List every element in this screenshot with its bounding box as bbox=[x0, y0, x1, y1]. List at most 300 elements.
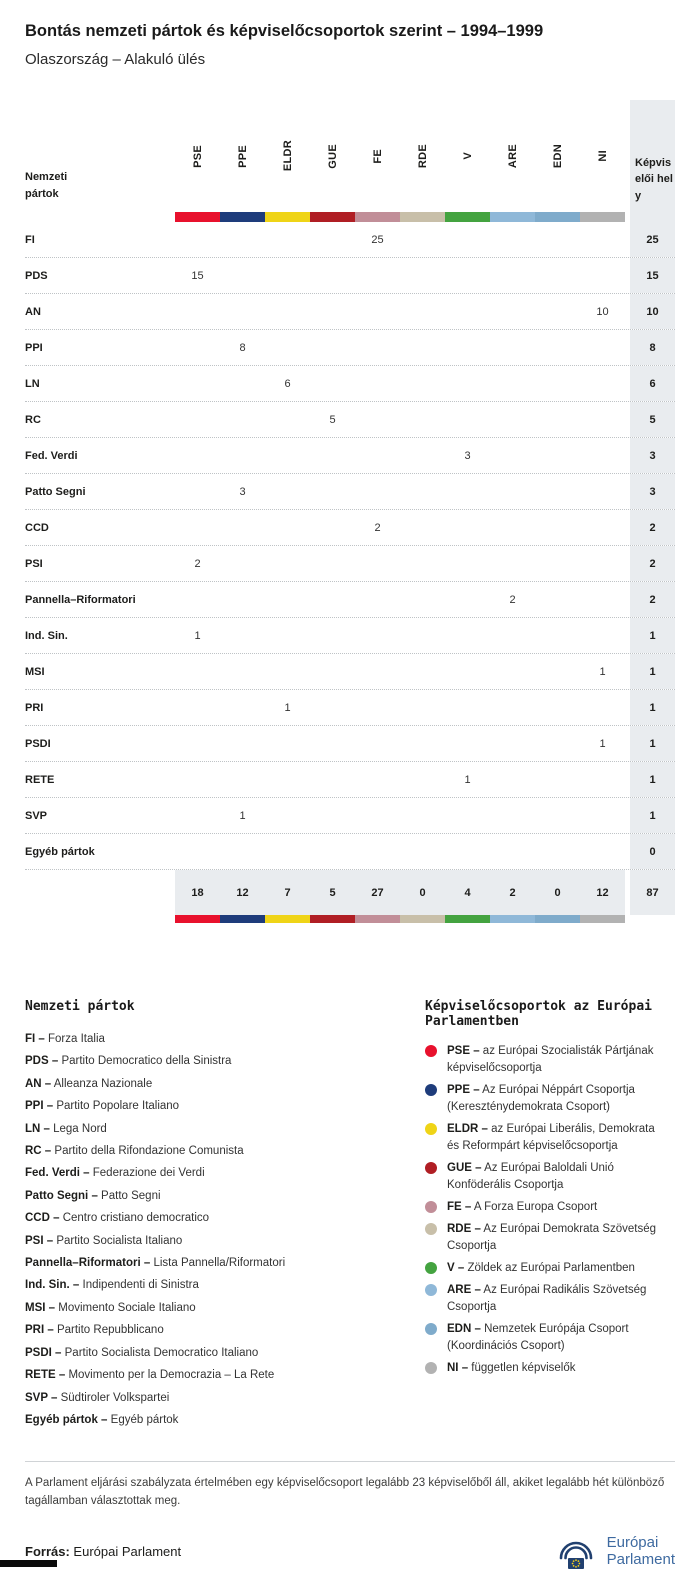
party-name: Fed. Verdi bbox=[25, 449, 78, 462]
value-cell bbox=[580, 366, 625, 401]
value-cell bbox=[400, 438, 445, 473]
table-header-row bbox=[25, 100, 675, 212]
column-total: 12 bbox=[220, 870, 265, 915]
value-cell bbox=[355, 798, 400, 833]
value-cell bbox=[265, 258, 310, 293]
value-cell bbox=[490, 222, 535, 257]
legend-group-text: NI – független képviselők bbox=[447, 1362, 576, 1374]
row-total: 1 bbox=[630, 690, 675, 725]
column-header-ELDR bbox=[265, 100, 310, 212]
row-total: 1 bbox=[630, 726, 675, 761]
legend-party-item: Pannella–Riformatori – Lista Pannella/Riformatori bbox=[25, 1257, 286, 1270]
value-cell bbox=[400, 834, 445, 869]
value-cell bbox=[400, 726, 445, 761]
value-cell bbox=[490, 258, 535, 293]
value-cell bbox=[490, 834, 535, 869]
row-total: 10 bbox=[630, 294, 675, 329]
value-cell bbox=[490, 438, 535, 473]
legend-party-item: Ind. Sin. – Indipendenti di Sinistra bbox=[25, 1279, 199, 1292]
group-abbr: PSE – bbox=[447, 1045, 480, 1057]
value-cell bbox=[175, 798, 220, 833]
column-total: 4 bbox=[445, 870, 490, 915]
group-abbr: NI – bbox=[447, 1362, 469, 1374]
row-total: 6 bbox=[630, 366, 675, 401]
legend-party-item: RETE – Movimento per la Democrazia – La Rete bbox=[25, 1369, 275, 1382]
value-cell bbox=[400, 366, 445, 401]
value-cell bbox=[445, 834, 490, 869]
value-cell bbox=[490, 546, 535, 581]
value-cell bbox=[580, 474, 625, 509]
value-cell bbox=[265, 762, 310, 797]
group-color-bar-NI bbox=[580, 915, 625, 923]
column-total: 18 bbox=[175, 870, 220, 915]
group-abbr: PPE – bbox=[447, 1084, 480, 1096]
party-abbr: PRI – bbox=[25, 1324, 54, 1337]
value-cell bbox=[265, 798, 310, 833]
value-cell bbox=[535, 654, 580, 689]
value-cell bbox=[310, 690, 355, 725]
column-header-label: PPE bbox=[236, 144, 249, 168]
value-cell bbox=[445, 798, 490, 833]
row-total: 2 bbox=[630, 546, 675, 581]
value-cell bbox=[265, 474, 310, 509]
group-color-bar-ARE bbox=[490, 915, 535, 923]
table-corner bbox=[25, 100, 175, 212]
party-name: Pannella–Riformatori bbox=[25, 593, 136, 606]
table-row bbox=[25, 654, 675, 690]
legend-party-item: PSI – Partito Socialista Italiano bbox=[25, 1234, 183, 1247]
value-cell bbox=[535, 690, 580, 725]
value-cell bbox=[355, 402, 400, 437]
bottom-black-bar bbox=[0, 1560, 57, 1567]
value-cell bbox=[535, 618, 580, 653]
value-cell bbox=[400, 222, 445, 257]
value-cell bbox=[355, 294, 400, 329]
value-cell bbox=[490, 474, 535, 509]
value-cell bbox=[355, 258, 400, 293]
value-cell bbox=[220, 546, 265, 581]
seats-bar-cell bbox=[630, 212, 675, 222]
value-cell bbox=[400, 258, 445, 293]
party-abbr: Pannella–Riformatori – bbox=[25, 1257, 151, 1270]
value-cell: 3 bbox=[239, 485, 246, 498]
value-cell bbox=[355, 618, 400, 653]
value-cell bbox=[175, 222, 220, 257]
value-cell bbox=[400, 618, 445, 653]
party-name: RETE bbox=[25, 773, 55, 786]
legend-group-text: RDE – Az Európai Demokrata Szövetség Csoportja bbox=[447, 1223, 657, 1252]
party-abbr: RETE – bbox=[25, 1369, 66, 1382]
value-cell bbox=[175, 654, 220, 689]
group-color-bar-ELDR bbox=[265, 212, 310, 222]
party-name: PDS bbox=[25, 269, 48, 282]
value-cell bbox=[445, 222, 490, 257]
value-cell bbox=[175, 834, 220, 869]
value-cell bbox=[400, 798, 445, 833]
legend-party-item: PRI – Partito Repubblicano bbox=[25, 1324, 164, 1337]
value-cell bbox=[175, 726, 220, 761]
value-cell: 2 bbox=[194, 557, 201, 570]
legend-party-item: AN – Alleanza Nazionale bbox=[25, 1077, 153, 1090]
party-name: PRI bbox=[25, 701, 44, 714]
party-name: Egyéb pártok bbox=[25, 845, 95, 858]
legend-group-item bbox=[425, 1260, 675, 1277]
column-header-V bbox=[445, 100, 490, 212]
legend-party-item: RC – Partito della Rifondazione Comunista bbox=[25, 1145, 244, 1158]
value-cell bbox=[265, 510, 310, 545]
value-cell bbox=[265, 438, 310, 473]
party-name: RC bbox=[25, 413, 41, 426]
legend-group-item bbox=[425, 1082, 675, 1116]
legend-group-text: PPE – Az Európai Néppárt Csoportja (Kereszténydemokrata Csoport) bbox=[447, 1084, 635, 1113]
column-header-label: GUE bbox=[326, 143, 339, 169]
party-abbr: RC – bbox=[25, 1145, 52, 1158]
group-abbr: EDN – bbox=[447, 1323, 481, 1335]
value-cell bbox=[445, 726, 490, 761]
party-name: PSI bbox=[25, 557, 43, 570]
value-cell bbox=[175, 510, 220, 545]
column-header-ARE bbox=[490, 100, 535, 212]
party-abbr: PSDI – bbox=[25, 1346, 62, 1359]
column-total: 7 bbox=[265, 870, 310, 915]
value-cell bbox=[490, 510, 535, 545]
value-cell bbox=[400, 654, 445, 689]
legend-group-item bbox=[425, 1199, 675, 1216]
legend bbox=[25, 999, 675, 1431]
party-abbr: CCD – bbox=[25, 1212, 60, 1225]
row-header-label: Nemzeti pártok bbox=[25, 170, 68, 200]
group-color-bar-PPE bbox=[220, 212, 265, 222]
legend-color-dot bbox=[425, 1084, 437, 1096]
group-color-bar-RDE bbox=[400, 212, 445, 222]
legend-party-item: FI – Forza Italia bbox=[25, 1033, 105, 1045]
legend-parties bbox=[25, 999, 425, 1431]
group-color-bar-GUE bbox=[310, 915, 355, 923]
table-row bbox=[25, 258, 675, 294]
value-cell bbox=[445, 582, 490, 617]
legend-group-text: ELDR – az Európai Liberális, Demokrata és Reformpárt képviselőcsoportja bbox=[447, 1123, 655, 1152]
value-cell bbox=[265, 582, 310, 617]
column-header-PSE bbox=[175, 100, 220, 212]
legend-group-item bbox=[425, 1360, 675, 1377]
legend-color-dot bbox=[425, 1223, 437, 1235]
party-name: Patto Segni bbox=[25, 485, 86, 498]
value-cell bbox=[490, 330, 535, 365]
row-total: 1 bbox=[630, 618, 675, 653]
value-cell bbox=[220, 654, 265, 689]
column-header-label: RDE bbox=[416, 143, 429, 169]
column-header-RDE bbox=[400, 100, 445, 212]
value-cell bbox=[400, 762, 445, 797]
group-abbr: ARE – bbox=[447, 1284, 481, 1296]
value-cell bbox=[445, 618, 490, 653]
legend-group-item bbox=[425, 1043, 675, 1077]
value-cell bbox=[220, 618, 265, 653]
value-cell bbox=[400, 690, 445, 725]
column-total: 27 bbox=[355, 870, 400, 915]
value-cell bbox=[445, 546, 490, 581]
value-cell bbox=[535, 474, 580, 509]
value-cell bbox=[220, 222, 265, 257]
value-cell bbox=[490, 402, 535, 437]
column-total: 0 bbox=[400, 870, 445, 915]
value-cell bbox=[265, 618, 310, 653]
legend-color-dot bbox=[425, 1323, 437, 1335]
party-name: AN bbox=[25, 305, 41, 318]
table-row bbox=[25, 726, 675, 762]
value-cell bbox=[220, 402, 265, 437]
source-value: Európai Parlament bbox=[73, 1544, 182, 1560]
table-row bbox=[25, 222, 675, 258]
legend-color-dot bbox=[425, 1262, 437, 1274]
value-cell bbox=[400, 582, 445, 617]
footnote: A Parlament eljárási szabályzata értelmében egy képviselőcsoport legalább 23 képviselőből áll, akiket legalább hét különböző tagállamban választottak meg. bbox=[25, 1461, 675, 1511]
legend-party-item: PPI – Partito Popolare Italiano bbox=[25, 1100, 180, 1113]
party-abbr: Fed. Verdi – bbox=[25, 1167, 90, 1180]
value-cell bbox=[175, 438, 220, 473]
legend-party-item: MSI – Movimento Sociale Italiano bbox=[25, 1301, 196, 1314]
column-header-EDN bbox=[535, 100, 580, 212]
row-total: 1 bbox=[630, 762, 675, 797]
value-cell bbox=[310, 294, 355, 329]
legend-group-text: PSE – az Európai Szocialisták Pártjának képviselőcsoportja bbox=[447, 1045, 654, 1074]
value-cell: 15 bbox=[191, 269, 204, 282]
value-cell bbox=[400, 510, 445, 545]
column-header-PPE bbox=[220, 100, 265, 212]
value-cell bbox=[535, 366, 580, 401]
column-total: 5 bbox=[310, 870, 355, 915]
value-cell bbox=[535, 402, 580, 437]
value-cell bbox=[175, 402, 220, 437]
group-color-bar-V bbox=[445, 915, 490, 923]
value-cell bbox=[535, 258, 580, 293]
value-cell bbox=[265, 330, 310, 365]
value-cell bbox=[310, 258, 355, 293]
value-cell: 1 bbox=[284, 701, 291, 714]
value-cell bbox=[535, 438, 580, 473]
value-cell: 1 bbox=[599, 665, 606, 678]
value-cell bbox=[310, 330, 355, 365]
party-name: FI bbox=[25, 233, 35, 246]
row-total: 2 bbox=[630, 582, 675, 617]
seats-column-header: Képviselői hely bbox=[630, 100, 675, 212]
value-cell bbox=[220, 294, 265, 329]
table-row bbox=[25, 690, 675, 726]
legend-party-item: PDS – Partito Democratico della Sinistra bbox=[25, 1055, 232, 1068]
legend-group-text: GUE – Az Európai Baloldali Unió Konföderális Csoportja bbox=[447, 1162, 614, 1191]
row-total: 8 bbox=[630, 330, 675, 365]
value-cell: 8 bbox=[239, 341, 246, 354]
value-cell bbox=[535, 546, 580, 581]
legend-group-text: ARE – Az Európai Radikális Szövetség Csoportja bbox=[447, 1284, 647, 1313]
table-row bbox=[25, 546, 675, 582]
value-cell bbox=[310, 726, 355, 761]
ep-logo-text bbox=[607, 1535, 675, 1569]
value-cell bbox=[310, 798, 355, 833]
legend-party-item: Fed. Verdi – Federazione dei Verdi bbox=[25, 1167, 205, 1180]
party-name: SVP bbox=[25, 809, 48, 822]
value-cell bbox=[490, 690, 535, 725]
page-subtitle: Olaszország – Alakuló ülés bbox=[25, 51, 206, 68]
totals-row bbox=[25, 870, 675, 915]
value-cell bbox=[220, 726, 265, 761]
row-total: 1 bbox=[630, 654, 675, 689]
table-row bbox=[25, 510, 675, 546]
value-cell bbox=[310, 546, 355, 581]
totals-empty bbox=[25, 870, 175, 915]
value-cell bbox=[490, 798, 535, 833]
value-cell bbox=[220, 690, 265, 725]
row-total: 1 bbox=[630, 798, 675, 833]
value-cell: 2 bbox=[374, 521, 381, 534]
value-cell: 3 bbox=[464, 449, 471, 462]
value-cell: 10 bbox=[596, 305, 609, 318]
row-total: 5 bbox=[630, 402, 675, 437]
group-abbr: V – bbox=[447, 1262, 465, 1274]
legend-color-dot bbox=[425, 1362, 437, 1374]
group-abbr: FE – bbox=[447, 1201, 472, 1213]
value-cell bbox=[490, 762, 535, 797]
value-cell bbox=[400, 330, 445, 365]
value-cell bbox=[490, 654, 535, 689]
value-cell bbox=[490, 618, 535, 653]
legend-color-dot bbox=[425, 1201, 437, 1213]
column-header-label: PSE bbox=[191, 144, 204, 168]
party-abbr: LN – bbox=[25, 1122, 50, 1135]
table-row bbox=[25, 294, 675, 330]
party-name: PPI bbox=[25, 341, 43, 354]
table-row bbox=[25, 402, 675, 438]
value-cell bbox=[445, 294, 490, 329]
party-name: CCD bbox=[25, 521, 49, 534]
group-abbr: ELDR – bbox=[447, 1123, 488, 1135]
table-row bbox=[25, 582, 675, 618]
value-cell bbox=[355, 438, 400, 473]
legend-group-item bbox=[425, 1160, 675, 1194]
legend-party-item: LN – Lega Nord bbox=[25, 1122, 107, 1135]
value-cell bbox=[400, 294, 445, 329]
group-color-bar-FE bbox=[355, 915, 400, 923]
value-cell bbox=[400, 546, 445, 581]
value-cell bbox=[265, 222, 310, 257]
value-cell bbox=[580, 258, 625, 293]
legend-parties-list bbox=[25, 1028, 425, 1431]
value-cell: 2 bbox=[509, 593, 516, 606]
value-cell bbox=[220, 510, 265, 545]
value-cell bbox=[355, 726, 400, 761]
value-cell bbox=[580, 798, 625, 833]
column-header-label: EDN bbox=[551, 143, 564, 169]
legend-party-item: SVP – Südtiroler Volkspartei bbox=[25, 1391, 170, 1404]
value-cell bbox=[310, 510, 355, 545]
column-header-label: FE bbox=[371, 148, 384, 164]
value-cell bbox=[355, 366, 400, 401]
row-total: 0 bbox=[630, 834, 675, 869]
ep-logo-text-line2: Parlament bbox=[606, 1550, 675, 1568]
party-name: MSI bbox=[25, 665, 45, 678]
value-cell bbox=[355, 762, 400, 797]
group-color-bar-V bbox=[445, 212, 490, 222]
value-cell bbox=[220, 366, 265, 401]
value-cell bbox=[580, 834, 625, 869]
column-header-label: ARE bbox=[506, 143, 519, 169]
legend-group-text: FE – A Forza Europa Csoport bbox=[447, 1201, 598, 1213]
value-cell bbox=[580, 222, 625, 257]
table-row bbox=[25, 618, 675, 654]
value-cell bbox=[535, 510, 580, 545]
value-cell bbox=[445, 654, 490, 689]
value-cell bbox=[310, 582, 355, 617]
legend-groups-heading: Képviselőcsoportok az Európai Parlamentben bbox=[425, 999, 652, 1029]
value-cell bbox=[580, 510, 625, 545]
value-cell bbox=[580, 618, 625, 653]
legend-color-dot bbox=[425, 1162, 437, 1174]
value-cell bbox=[580, 762, 625, 797]
value-cell bbox=[445, 330, 490, 365]
value-cell bbox=[400, 402, 445, 437]
value-cell bbox=[445, 690, 490, 725]
value-cell bbox=[445, 510, 490, 545]
value-cell bbox=[490, 726, 535, 761]
value-cell: 1 bbox=[464, 773, 471, 786]
legend-party-item: Patto Segni – Patto Segni bbox=[25, 1189, 161, 1202]
column-total: 12 bbox=[580, 870, 625, 915]
value-cell bbox=[490, 366, 535, 401]
value-cell bbox=[220, 834, 265, 869]
bar-row-corner bbox=[25, 212, 175, 222]
value-cell bbox=[580, 402, 625, 437]
legend-group-text: V – Zöldek az Európai Parlamentben bbox=[447, 1262, 635, 1274]
legend-party-item: Egyéb pártok – Egyéb pártok bbox=[25, 1413, 179, 1426]
value-cell bbox=[535, 330, 580, 365]
value-cell: 6 bbox=[284, 377, 291, 390]
value-cell bbox=[580, 582, 625, 617]
value-cell bbox=[490, 294, 535, 329]
column-header-NI bbox=[580, 100, 625, 212]
row-total: 3 bbox=[630, 438, 675, 473]
group-color-bar-GUE bbox=[310, 212, 355, 222]
party-abbr: Ind. Sin. – bbox=[25, 1279, 80, 1292]
column-header-label: ELDR bbox=[281, 140, 294, 172]
column-total: 0 bbox=[535, 870, 580, 915]
value-cell: 5 bbox=[329, 413, 336, 426]
column-header-GUE bbox=[310, 100, 355, 212]
legend-group-item bbox=[425, 1321, 675, 1355]
value-cell bbox=[535, 582, 580, 617]
value-cell bbox=[355, 582, 400, 617]
value-cell bbox=[265, 834, 310, 869]
column-header-label: NI bbox=[596, 150, 609, 162]
value-cell bbox=[220, 762, 265, 797]
party-name: PSDI bbox=[25, 737, 51, 750]
value-cell bbox=[445, 474, 490, 509]
value-cell bbox=[265, 546, 310, 581]
party-abbr: SVP – bbox=[25, 1391, 58, 1404]
value-cell bbox=[175, 762, 220, 797]
party-abbr: FI – bbox=[25, 1033, 45, 1045]
legend-party-item: PSDI – Partito Socialista Democratico Italiano bbox=[25, 1346, 259, 1359]
column-total: 2 bbox=[490, 870, 535, 915]
table-row bbox=[25, 438, 675, 474]
value-cell bbox=[265, 654, 310, 689]
group-color-bar-EDN bbox=[535, 915, 580, 923]
group-color-bar-ELDR bbox=[265, 915, 310, 923]
source-label: Forrás: bbox=[25, 1544, 70, 1560]
value-cell bbox=[310, 366, 355, 401]
value-cell: 1 bbox=[239, 809, 246, 822]
value-cell bbox=[580, 438, 625, 473]
legend-color-dot bbox=[425, 1123, 437, 1135]
